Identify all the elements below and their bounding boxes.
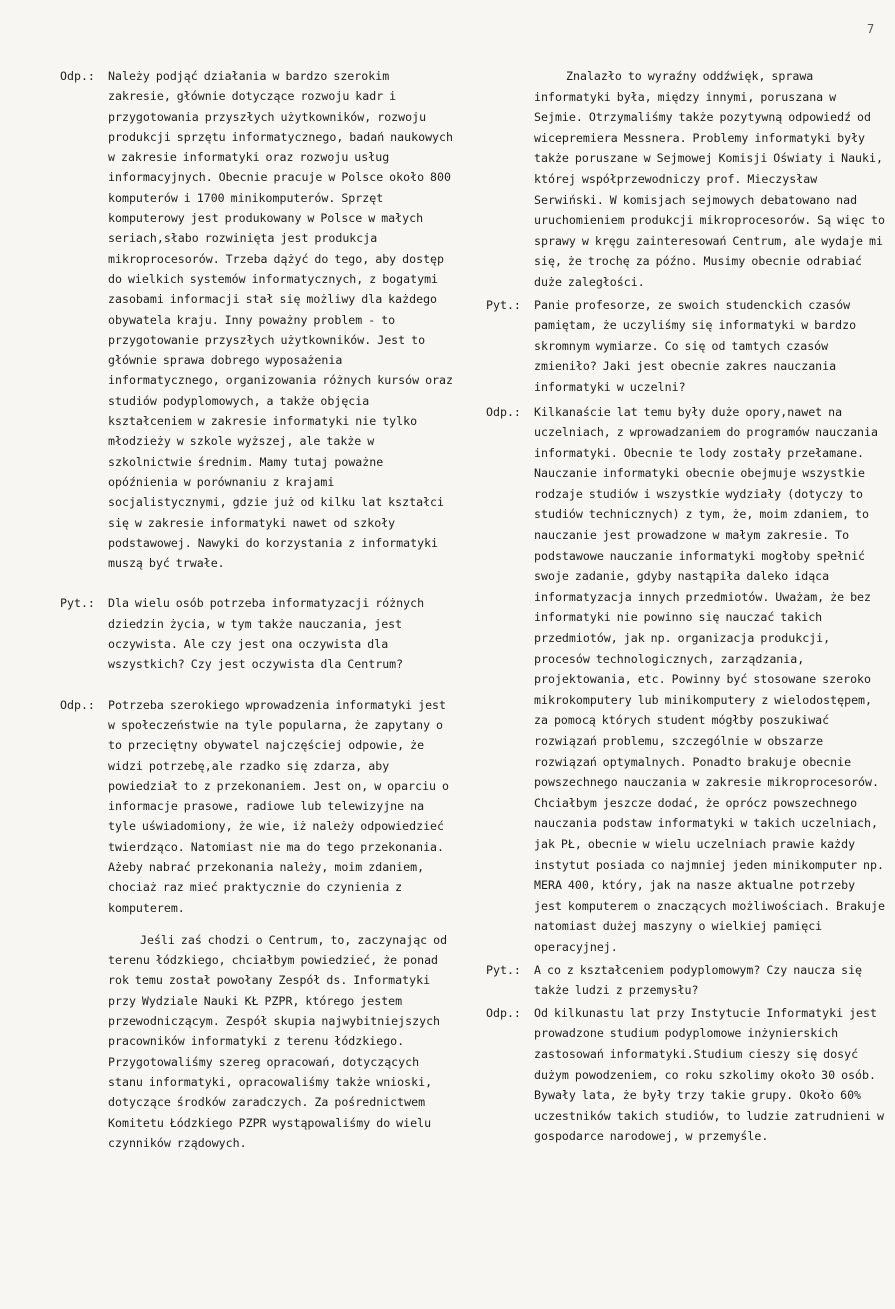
speaker-label: Odp.: xyxy=(60,69,95,83)
right-column xyxy=(486,66,886,1149)
speaker-label: Odp.: xyxy=(60,697,95,712)
answer-block xyxy=(486,402,886,958)
paragraph: Znalazło to wyraźny oddźwięk, sprawa informatyki była, między innymi, poruszana w Sejmie. Otrzymaliśmy także pozytywną odpowiedź od wicepremiera Messnera. Problemy informatyki były także poruszane w Sejmowej Komisji Oświaty i Nauki, której współprzewodniczy prof. Mieczysław Serwiński. W komisjach sejmowych debatowano nad uruchomieniem produkcji mikroprocesorów. Są więc to sprawy w kręgu zainteresowań Centrum, ale wydaje mi się, że trochę za późno. Musimy obecnie odrabiać duże zaległości. xyxy=(534,69,885,289)
page-number: 7 xyxy=(867,22,875,36)
answer-text: Od kilkunastu lat przy Instytucie Informatyki jest prowadzone studium podyplomowe inżynierskich zastosowań informatyki.Studium cieszy się dosyć dużym powodzeniem, co roku szkolimy około 30 osób. Bywały lata, że były trzy takie grupy. Około 60% uczestników takich studiów, to ludzie zatrudnieni w gospodarce narodowej, w przemyśle. xyxy=(534,1005,884,1144)
speaker-label: Pyt.: xyxy=(486,297,521,312)
speaker-label: Pyt.: xyxy=(60,596,95,611)
answer-text: Należy podjąć działania w bardzo szerokim zakresie, głównie dotyczące rozwoju kadr i przygotowania przyszłych użytkowników, rozwoju produkcji sprzętu informatycznego, badań naukowych w zakresie informatyki oraz rozwoju usług informacyjnych. Obecnie pracuje w Polsce około 800 komputerów i 1700 minikomputerów. Sprzęt komputerowy jest produkowany w Polsce w małych seriach,słabo rozwinięta jest produkcja mikroprocesorów. Trzeba dążyć do tego, aby dostęp do wielkich systemów informatycznych, z bogatymi zasobami informacji stał się możliwy dla każdego obywatela kraju. Inny poważny problem - to przygotowanie przyszłych użytkowników. Jest to głównie sprawa dobrego wyposażenia informatycznego, organizowania różnych kursów oraz studiów podyplomowych, a także objęcia kształceniem w zakresie informatyki nie tylko młodzieży w szkole wyższej, ale także w szkolnictwie średnim. Mamy tutaj poważne opóźnienia w porównaniu z krajami socjalistycznymi, gdzie już od kilku lat kształci się w zakresie informatyki nawet od szkoły podstawowej. Nawyki do korzystania z informatyki muszą być trwałe. xyxy=(108,69,454,571)
speaker-label: Odp.: xyxy=(486,404,521,419)
answer-block xyxy=(60,695,455,918)
answer-text: Kilkanaście lat temu były duże opory,nawet na uczelniach, z wprowadzaniem do programów nauczania informatyki. Obecnie te lody zostały przełamane. Nauczanie informatyki obecnie obejmuje wszystkie rodzaje studiów i wszystkie wydziały (dotyczy to studiów technicznych) z tym, że, moim zdaniem, to nauczanie jest prowadzone w małym zakresie. To podstawowe nauczanie informatyki mogłoby spełnić swoje zadanie, gdyby nastąpiła daleko idąca informatyzacja innych przedmiotów. Uważam, że bez informatyki nie powinno się nauczać takich przedmiotów, jak np. organizacja produkcji, procesów technologicznych, zarządzania, projektowania, etc. Powinny być stosowane szeroko mikrokomputery lub minikomputery z wielodostępem, za pomocą których student mógłby poszukiwać rozwiązań problemu, szczególnie w obszarze rozwiązań optymalnych. Ponadto brakuje obecnie powszechnego nauczania w zakresie mikroprocesorów. Chciałbym jeszcze dodać, że oprócz powszechnego nauczania podstaw informatyki w takich uczelniach, jak PŁ, obecnie w wielu uczelniach prawie każdy instytut posiada co najmniej jeden minikomputer np. MERA 400, który, jak na nasze aktualne potrzeby jest komputerem o znaczących możliwościach. Brakuje natomiast dużej maszyny o wielkiej pamięci operacyjnej. xyxy=(534,404,885,954)
question-block xyxy=(486,295,886,398)
answer-text: Potrzeba szerokiego wprowadzenia informatyki jest w społeczeństwie na tyle popularna, że zapytany o to przeciętny obywatel najczęściej odpowie, że widzi potrzebę,ale rzadko się zdarza, aby powiedział to z przekonaniem. Jest on, w oparciu o informacje prasowe, radiowe lub telewizyjne na tyle uświadomiony, że wie, iż należy odpowiedzieć twierdząco. Natomiast nie ma do tego przekonania. Ażeby nabrać przekonania należy, moim zdaniem, chociaż raz mieć praktycznie do czynienia z komputerem. xyxy=(108,697,450,915)
question-block xyxy=(60,593,455,674)
answer-block xyxy=(60,66,455,573)
question-block xyxy=(486,960,886,1001)
question-text: A co z kształceniem podyplomowym? Czy naucza się także ludzi z przemysłu? xyxy=(534,962,863,998)
question-text: Panie profesorze, ze swoich studenckich czasów pamiętam, że uczyliśmy się informatyki w bardzo skromnym wymiarze. Co się od tamtych czasów zmieniło? Jaki jest obecnie zakres nauczania informatyki w uczelni? xyxy=(534,297,857,394)
paragraph: Jeśli zaś chodzi o Centrum, to, zaczynając od terenu łódzkiego, chciałbym powiedzieć, że ponad rok temu został powołany Zespół ds. Informatyki przy Wydziale Nauki KŁ PZPR, którego jestem przewodniczącym. Zespół skupia najwybitniejszych pracowników informatyki z terenu łódzkiego. Przygotowaliśmy szereg opracowań, dotyczących stanu informatyki, opracowaliśmy także wnioski, dotyczące środków zaradczych. Za pośrednictwem Komitetu Łódzkiego PZPR wystąpowaliśmy do wielu czynników rządowych. xyxy=(108,932,448,1150)
question-text: Dla wielu osób potrzeba informatyzacji różnych dziedzin życia, w tym także nauczania, jest oczywista. Ale czy jest ona oczywista dla wszystkich? Czy jest oczywista dla Centrum? xyxy=(108,596,425,672)
left-column xyxy=(60,66,455,1153)
speaker-label: Pyt.: xyxy=(486,962,521,977)
answer-block xyxy=(486,1003,886,1147)
speaker-label: Odp.: xyxy=(486,1005,521,1020)
